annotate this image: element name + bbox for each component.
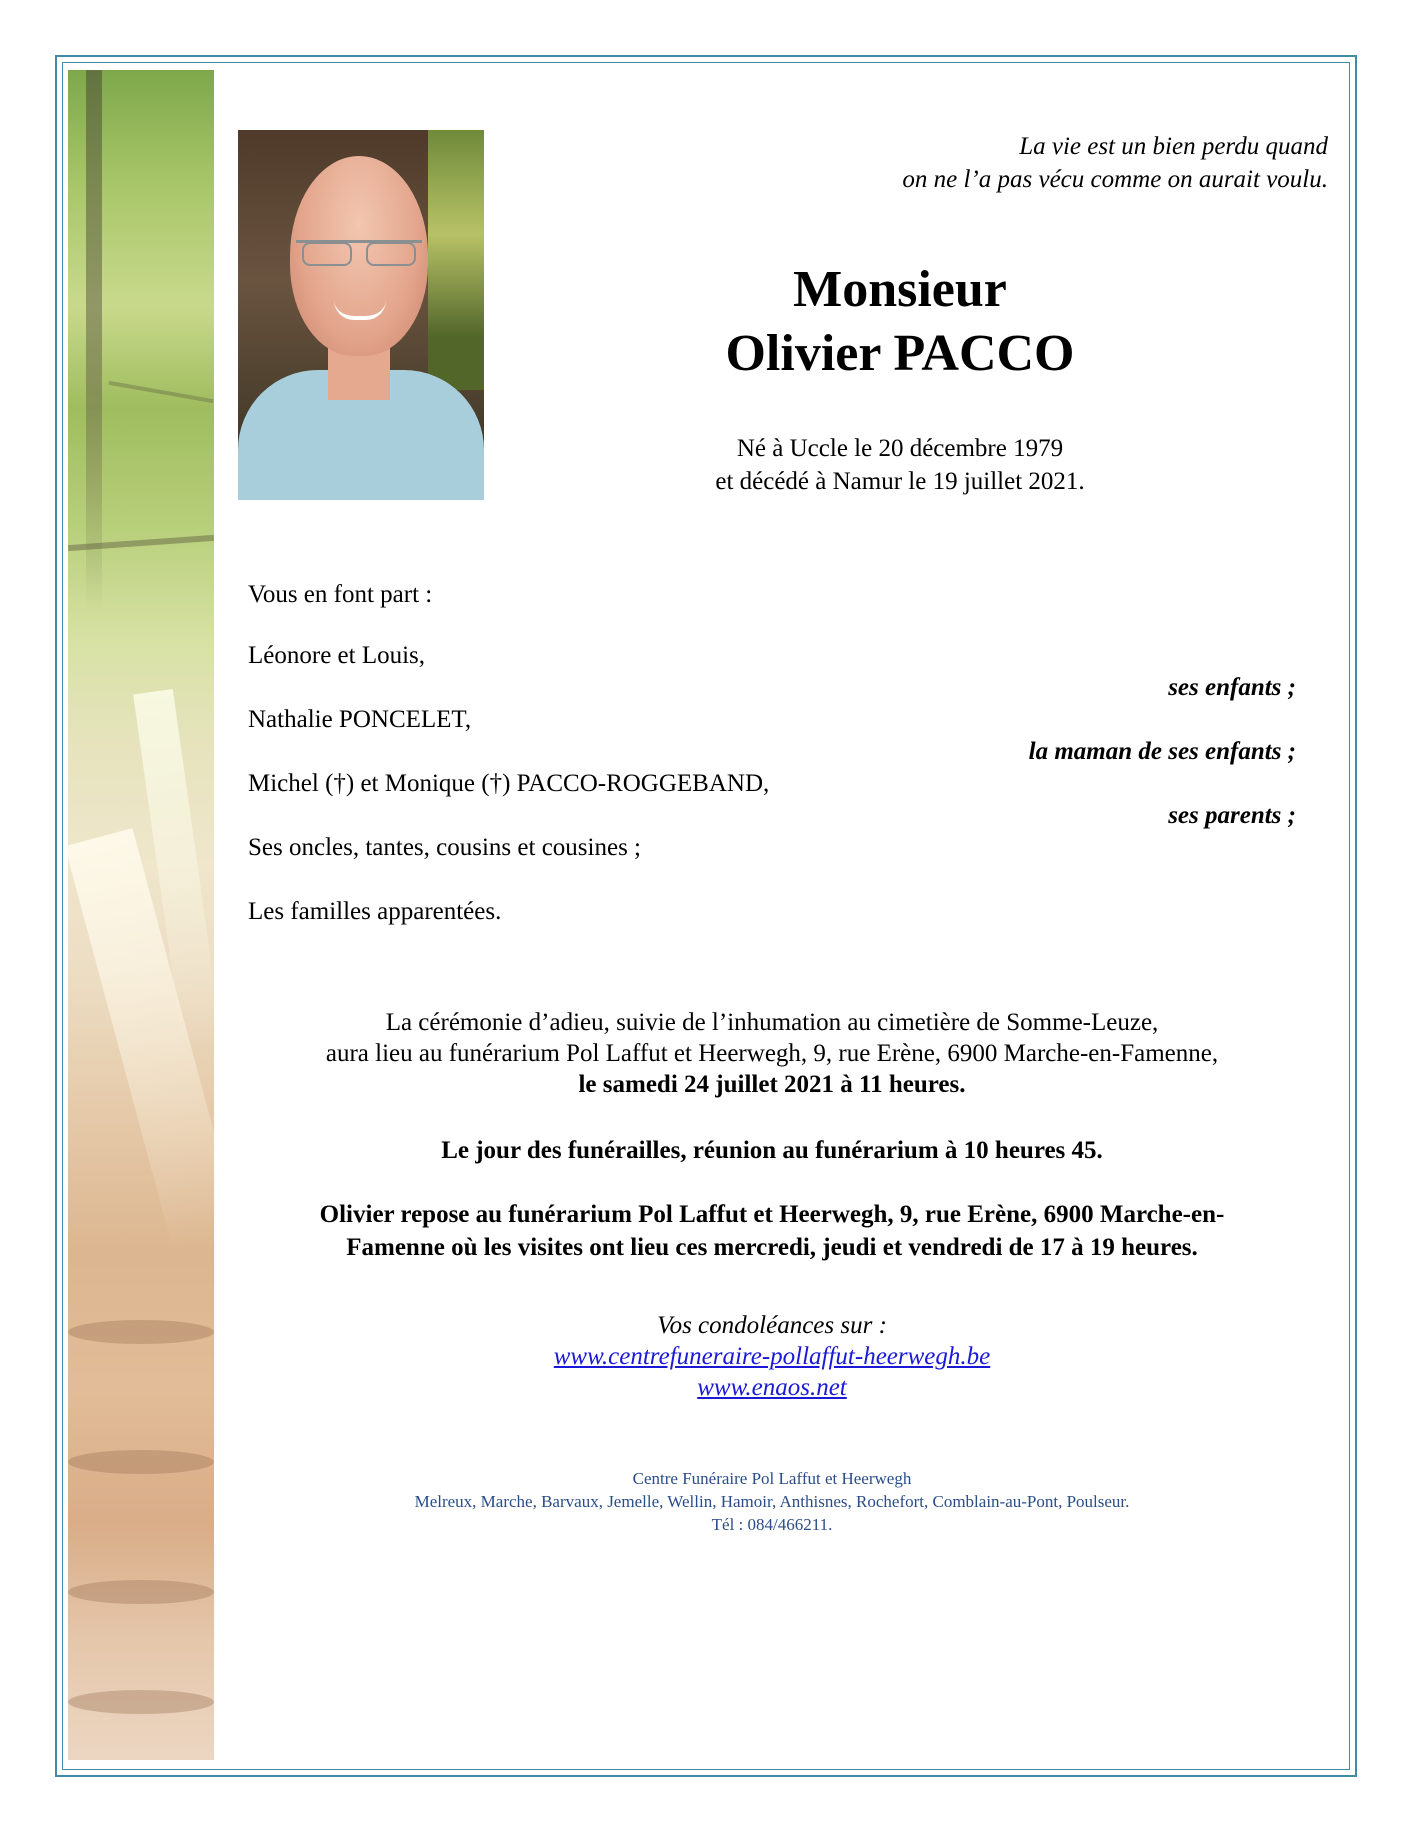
visitation-line: Olivier repose au funérarium Pol Laffut et Heerwegh, 9, rue Erène, 6900 Marche-en- xyxy=(319,1201,1225,1228)
tree-trunk-shape xyxy=(86,70,102,610)
family-role-row xyxy=(248,736,1296,768)
gathering-notice: Le jour des funérailles, réunion au funérarium à 10 heures 45. xyxy=(441,1137,1103,1164)
funeral-home-link[interactable]: www.centrefuneraire-pollaffut-heerwegh.be xyxy=(553,1343,991,1370)
path-shadow-shape xyxy=(68,1580,214,1604)
funeral-home-footer xyxy=(248,1467,1296,1536)
condolences-title: Vos condoléances sur : xyxy=(657,1312,887,1339)
honorific-title: Monsieur xyxy=(793,261,1007,318)
portrait-photo xyxy=(238,130,484,500)
family-role-row xyxy=(248,800,1296,832)
footer-company: Centre Funéraire Pol Laffut et Heerwegh xyxy=(632,1469,912,1488)
death-line: et décédé à Namur le 19 juillet 2021. xyxy=(715,468,1085,495)
ceremony-line: La cérémonie d’adieu, suivie de l’inhumation au cimetière de Somme-Leuze, xyxy=(385,1009,1159,1036)
family-member-role: ses enfants ; xyxy=(1168,674,1296,701)
ceremony-date: le samedi 24 juillet 2021 à 11 heures. xyxy=(578,1071,966,1098)
family-member-role: ses parents ; xyxy=(1168,802,1296,829)
deceased-name: Olivier PACCO xyxy=(725,325,1075,382)
tree-branch-shape xyxy=(108,381,213,403)
photo-glasses xyxy=(296,240,422,265)
forest-path-side-image xyxy=(68,70,214,1760)
ceremony-details xyxy=(248,1007,1296,1100)
path-shadow-shape xyxy=(68,1450,214,1474)
path-shadow-shape xyxy=(68,1690,214,1714)
family-member-name: Les familles apparentées. xyxy=(248,898,502,925)
deceased-name-block xyxy=(600,258,1200,386)
family-name-row xyxy=(248,832,1296,864)
family-spacer xyxy=(248,864,1296,896)
family-name-row xyxy=(248,896,1296,928)
footer-phone: Tél : 084/466211. xyxy=(711,1515,833,1534)
family-name-row xyxy=(248,704,1296,736)
family-member-name: Michel (†) et Monique (†) PACCO-ROGGEBAND, xyxy=(248,770,770,797)
family-member-name: Nathalie PONCELET, xyxy=(248,706,472,733)
ceremony-line: aura lieu au funérarium Pol Laffut et Heerwegh, 9, rue Erène, 6900 Marche-en-Famenne, xyxy=(325,1040,1219,1067)
family-name-row xyxy=(248,640,1296,672)
condolences-section xyxy=(248,1310,1296,1403)
epigraph-line: La vie est un bien perdu quand xyxy=(1019,133,1328,160)
epigraph-quote xyxy=(728,130,1328,196)
announcement-intro: Vous en font part : xyxy=(248,581,433,608)
family-role-row xyxy=(248,672,1296,704)
family-member-name: Léonore et Louis, xyxy=(248,642,426,669)
family-member-role: la maman de ses enfants ; xyxy=(1028,738,1296,765)
family-list xyxy=(248,640,1296,928)
enaos-link[interactable]: www.enaos.net xyxy=(697,1374,847,1401)
birth-death-dates xyxy=(600,432,1200,498)
footer-locations: Melreux, Marche, Barvaux, Jemelle, Wellin, Hamoir, Anthisnes, Rochefort, Comblain-au-Pont, Poulseur. xyxy=(414,1492,1130,1511)
visitation-line: Famenne où les visites ont lieu ces mercredi, jeudi et vendredi de 17 à 19 heures. xyxy=(346,1234,1198,1261)
epigraph-line: on ne l’a pas vécu comme on aurait voulu. xyxy=(902,166,1328,193)
photo-background-leaves xyxy=(428,130,484,390)
family-member-name: Ses oncles, tantes, cousins et cousines ; xyxy=(248,834,641,861)
birth-line: Né à Uccle le 20 décembre 1979 xyxy=(736,435,1064,462)
visitation-notice xyxy=(248,1198,1296,1264)
path-shadow-shape xyxy=(68,1320,214,1344)
family-name-row xyxy=(248,768,1296,800)
